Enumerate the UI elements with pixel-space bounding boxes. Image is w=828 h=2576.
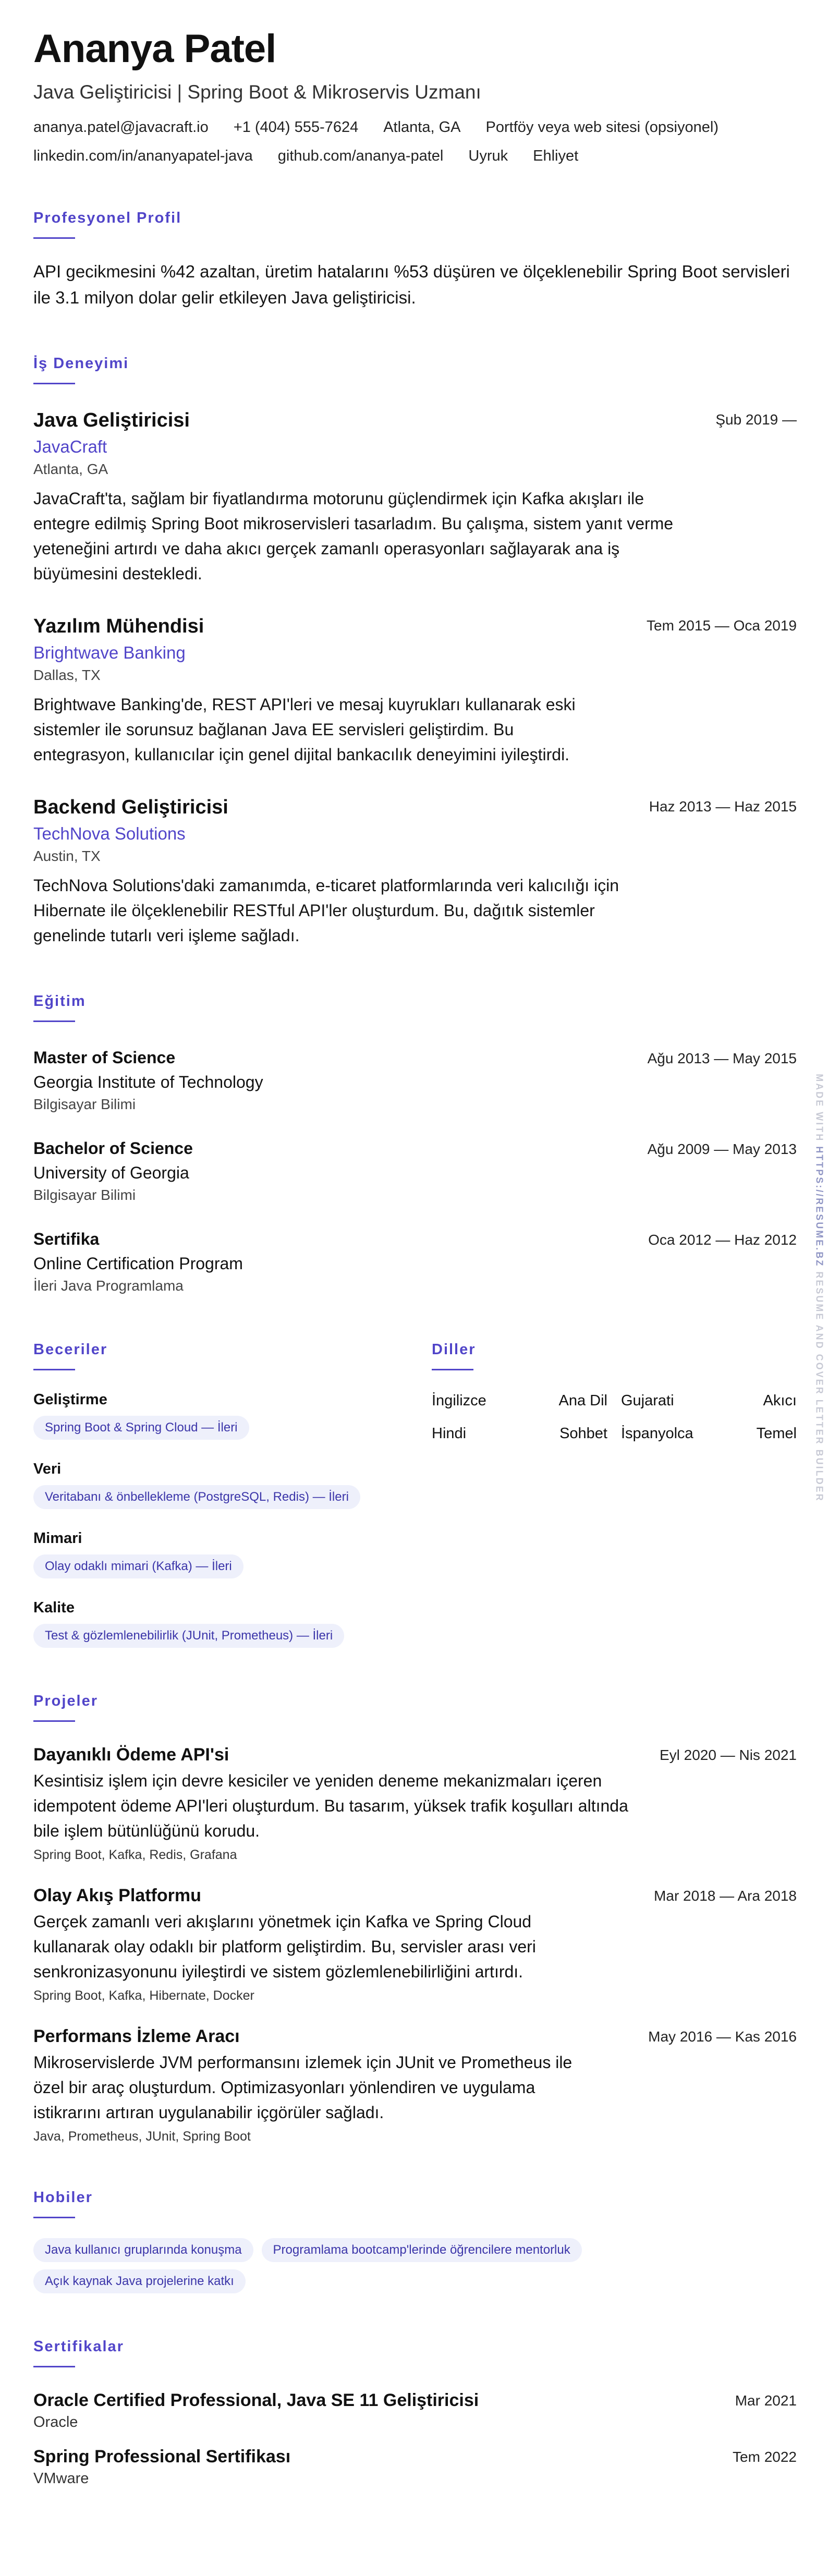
- section-divider: [33, 2217, 75, 2218]
- skill-group-name: Geliştirme: [33, 1391, 107, 1408]
- section-divider: [33, 1720, 75, 1722]
- certifications-title: Sertifikalar: [33, 2338, 124, 2355]
- project-name: Performans İzleme Aracı: [33, 2026, 240, 2046]
- watermark-link[interactable]: HTTPS://RESUME.BZ: [814, 1146, 825, 1268]
- job-location: Austin, TX: [33, 848, 101, 864]
- job-description: Brightwave Banking'de, REST API'leri ve mesaj kuyrukları kullanarak eski sistemler ile sorunsuz bağlanan Java EE servisleri geliştirdim. Bu entegrasyon, kullanıcılar için genel dijital bankacılık deneyimini iyileştirdi.: [33, 695, 576, 764]
- education-entry: [33, 1048, 797, 1113]
- skill-group: [33, 1461, 432, 1509]
- contact-nationality: Uyruk: [468, 148, 508, 164]
- project-name: Olay Akış Platformu: [33, 1886, 201, 1905]
- section-divider: [33, 2366, 75, 2367]
- section-divider: [33, 1020, 75, 1022]
- job-company: JavaCraft: [33, 437, 107, 456]
- resume-header: [33, 29, 797, 165]
- education-degree: Master of Science: [33, 1048, 176, 1067]
- contact-license: Ehliyet: [533, 148, 579, 164]
- languages-section: [432, 1341, 797, 1648]
- projects-title: Projeler: [33, 1693, 98, 1709]
- project-description: Gerçek zamanlı veri akışlarını yönetmek için Kafka ve Spring Cloud kullanarak olay odaklı bir platform geliştirdim. Bu, servisler arası veri senkronizasyonunu iyileştirdi ve sistem gözlemlenebilirliğini artırdı.: [33, 1912, 536, 1981]
- language-name: İngilizce: [432, 1392, 486, 1409]
- watermark-suffix: RESUME AND COVER LETTER BUILDER: [814, 1271, 825, 1502]
- watermark-prefix: MADE WITH: [814, 1074, 825, 1143]
- skill-chip: Veritabanı & önbellekleme (PostgreSQL, Redis) — İleri: [33, 1485, 360, 1509]
- certification-entry: [33, 2447, 797, 2487]
- language-level: Sohbet: [559, 1425, 607, 1442]
- profile-text: API gecikmesini %42 azaltan, üretim hatalarını %53 düşüren ve ölçeklenebilir Spring Boot servisleri ile 3.1 milyon dolar gelir etkileyen Java geliştiricisi.: [33, 262, 790, 307]
- job-dates: Şub 2019 —: [715, 411, 797, 428]
- project-entry: [33, 1886, 797, 2003]
- skill-group: [33, 1530, 432, 1578]
- education-school: Georgia Institute of Technology: [33, 1073, 263, 1091]
- hobby-chip: Programlama bootcamp'lerinde öğrencilere mentorluk: [262, 2238, 582, 2262]
- education-degree: Sertifika: [33, 1230, 100, 1248]
- job-description: JavaCraft'ta, sağlam bir fiyatlandırma motorunu güçlendirmek için Kafka akışları ile entegre edilmiş Spring Boot mikroservisleri tasarladım. Bu çalışma, sistem yanıt verme yeteneğini artırdı ve daha akıcı gerçek zamanlı operasyonları sağlayarak ana iş büyümesini destekledi.: [33, 489, 674, 583]
- skill-chip: Spring Boot & Spring Cloud — İleri: [33, 1416, 249, 1440]
- project-tech: Spring Boot, Kafka, Hibernate, Docker: [33, 1988, 254, 2003]
- education-dates: Oca 2012 — Haz 2012: [648, 1232, 797, 1248]
- education-field: İleri Java Programlama: [33, 1278, 184, 1294]
- education-field: Bilgisayar Bilimi: [33, 1096, 136, 1112]
- skill-group-name: Veri: [33, 1461, 62, 1477]
- resume-builder-watermark: [814, 1074, 825, 1502]
- contact-info: [33, 119, 795, 165]
- language-name: İspanyolca: [621, 1425, 693, 1442]
- education-section: [33, 993, 797, 1294]
- section-divider: [33, 237, 75, 239]
- hobby-chip: Java kullanıcı gruplarında konuşma: [33, 2238, 253, 2262]
- contact-portfolio: Portföy veya web sitesi (opsiyonel): [485, 119, 719, 136]
- skills-section: [33, 1341, 432, 1648]
- certification-name: Oracle Certified Professional, Java SE 11 Geliştiricisi: [33, 2390, 479, 2410]
- job-entry: [33, 796, 797, 948]
- contact-github[interactable]: github.com/ananya-patel: [277, 148, 444, 164]
- projects-section: [33, 1693, 797, 2144]
- contact-email[interactable]: ananya.patel@javacraft.io: [33, 119, 209, 136]
- language-level: Temel: [756, 1425, 797, 1442]
- education-degree: Bachelor of Science: [33, 1139, 193, 1158]
- language-level: Ana Dil: [558, 1392, 607, 1409]
- resume-page: [33, 29, 797, 2487]
- language-name: Hindi: [432, 1425, 467, 1442]
- project-description: Kesintisiz işlem için devre kesiciler ve yeniden deneme mekanizmaları içeren idempotent ödeme API'leri oluşturdum. Bu tasarım, yüksek trafik koşulları altında bile işlem bütünlüğünü korudu.: [33, 1771, 628, 1840]
- certification-issuer: Oracle: [33, 2414, 78, 2431]
- skill-group-name: Kalite: [33, 1599, 75, 1616]
- certification-date: Tem 2022: [733, 2449, 797, 2465]
- skill-chip: Olay odaklı mimari (Kafka) — İleri: [33, 1554, 243, 1578]
- project-entry: [33, 1745, 797, 1863]
- education-dates: Ağu 2009 — May 2013: [647, 1141, 797, 1157]
- candidate-name: Ananya Patel: [33, 27, 276, 71]
- project-entry: [33, 2026, 797, 2144]
- job-entry: [33, 615, 797, 767]
- skill-group: [33, 1391, 432, 1440]
- education-entry: [33, 1139, 797, 1204]
- section-divider: [33, 383, 75, 384]
- education-field: Bilgisayar Bilimi: [33, 1187, 136, 1203]
- skills-title: Beceriler: [33, 1341, 108, 1358]
- section-divider: [432, 1369, 473, 1370]
- project-description: Mikroservislerde JVM performansını izlemek için JUnit ve Prometheus ile özel bir araç oluşturdum. Optimizasyonları yönlendiren ve uygulama istikrarını artıran uygulanabilir içgörüler sağladı.: [33, 2053, 573, 2122]
- project-dates: Eyl 2020 — Nis 2021: [659, 1747, 797, 1763]
- hobbies-title: Hobiler: [33, 2189, 93, 2206]
- experience-section: [33, 355, 797, 948]
- job-dates: Haz 2013 — Haz 2015: [649, 798, 797, 815]
- language-item: [621, 1425, 797, 1442]
- profile-title: Profesyonel Profil: [33, 210, 182, 226]
- language-item: [432, 1392, 607, 1409]
- hobby-list: [33, 2231, 797, 2293]
- skill-group: [33, 1599, 432, 1648]
- profile-section: [33, 210, 797, 310]
- education-title: Eğitim: [33, 993, 86, 1010]
- skill-group-name: Mimari: [33, 1530, 82, 1547]
- hobbies-section: [33, 2189, 797, 2293]
- project-tech: Java, Prometheus, JUnit, Spring Boot: [33, 2129, 251, 2144]
- job-dates: Tem 2015 — Oca 2019: [647, 617, 797, 634]
- project-tech: Spring Boot, Kafka, Redis, Grafana: [33, 1848, 237, 1862]
- certification-name: Spring Professional Sertifikası: [33, 2447, 291, 2466]
- job-description: TechNova Solutions'daki zamanımda, e-ticaret platformlarında veri kalıcılığı için Hibernate ile ölçeklenebilir RESTful API'ler oluşturdum. Bu, dağıtık sistemler genelinde tutarlı veri işleme sağladı.: [33, 876, 619, 945]
- job-location: Atlanta, GA: [33, 461, 108, 477]
- certification-date: Mar 2021: [735, 2392, 797, 2409]
- certification-entry: [33, 2390, 797, 2431]
- project-name: Dayanıklı Ödeme API'si: [33, 1745, 229, 1765]
- language-item: [621, 1392, 797, 1409]
- hobby-chip: Açık kaynak Java projelerine katkı: [33, 2269, 246, 2293]
- contact-linkedin[interactable]: linkedin.com/in/ananyapatel-java: [33, 148, 253, 164]
- education-dates: Ağu 2013 — May 2015: [647, 1050, 797, 1066]
- skill-chip: Test & gözlemlenebilirlik (JUnit, Prometheus) — İleri: [33, 1624, 344, 1648]
- education-entry: [33, 1230, 797, 1294]
- skills-languages-row: [33, 1341, 797, 1648]
- project-dates: Mar 2018 — Ara 2018: [654, 1888, 797, 1904]
- language-name: Gujarati: [621, 1392, 674, 1409]
- job-company: Brightwave Banking: [33, 643, 186, 662]
- section-divider: [33, 1369, 75, 1370]
- education-school: Online Certification Program: [33, 1254, 243, 1273]
- project-dates: May 2016 — Kas 2016: [648, 2028, 797, 2045]
- job-title: Backend Geliştiricisi: [33, 796, 228, 818]
- job-title: Java Geliştiricisi: [33, 409, 190, 431]
- certifications-section: [33, 2338, 797, 2487]
- language-list: [432, 1392, 797, 1442]
- job-title: Yazılım Mühendisi: [33, 615, 204, 637]
- language-level: Akıcı: [763, 1392, 797, 1409]
- job-company: TechNova Solutions: [33, 824, 186, 843]
- contact-location: Atlanta, GA: [383, 119, 461, 136]
- certification-issuer: VMware: [33, 2470, 89, 2487]
- language-item: [432, 1425, 607, 1442]
- contact-phone[interactable]: +1 (404) 555-7624: [233, 119, 359, 136]
- languages-title: Diller: [432, 1341, 476, 1358]
- candidate-headline: Java Geliştiricisi | Spring Boot & Mikroservis Uzmanı: [33, 81, 481, 103]
- education-school: University of Georgia: [33, 1163, 189, 1182]
- job-entry: [33, 409, 797, 586]
- job-location: Dallas, TX: [33, 667, 101, 683]
- experience-title: İş Deneyimi: [33, 355, 129, 372]
